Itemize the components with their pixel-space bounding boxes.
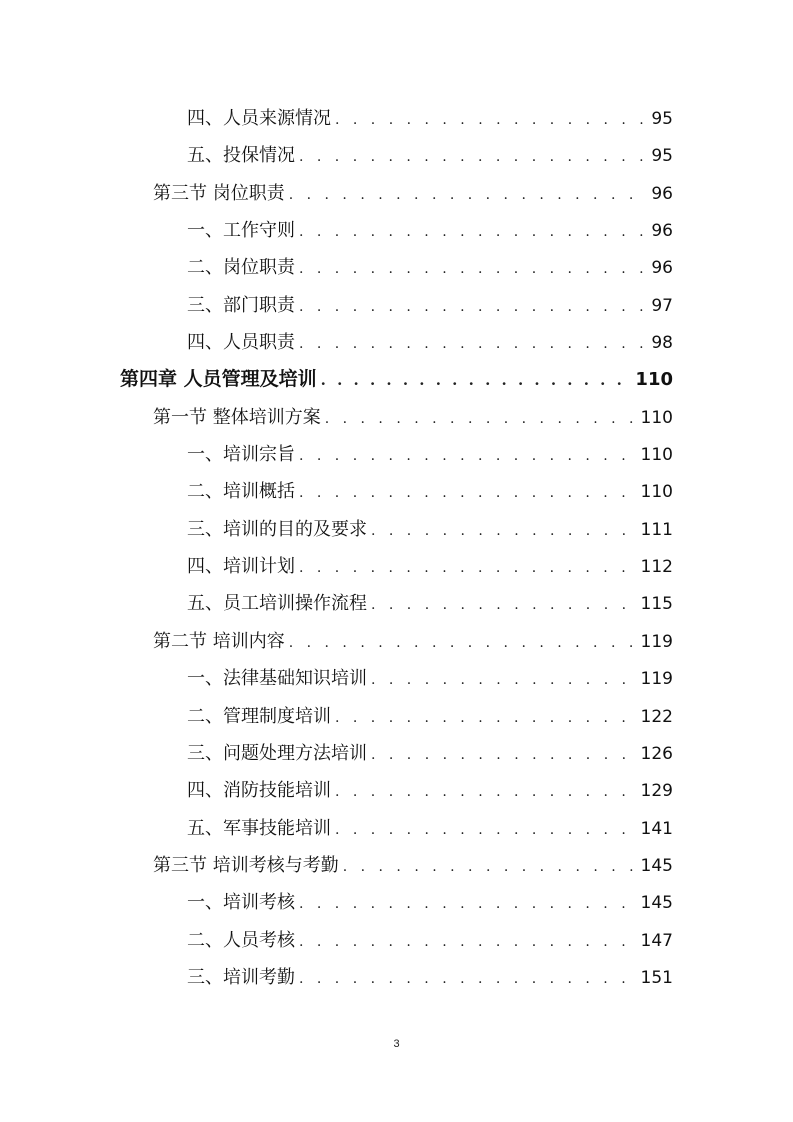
dot-leader: [299, 475, 637, 512]
toc-entry-page: 119: [640, 631, 673, 652]
toc-entry[interactable]: [0, 660, 793, 697]
dot-leader: [335, 774, 637, 811]
toc-entry-page: 110: [640, 407, 673, 428]
toc-entry-page: 129: [640, 781, 673, 802]
toc-entry-title: 第三节 培训考核与考勤: [153, 854, 339, 876]
toc-entry-page: 145: [640, 893, 673, 914]
toc-entry[interactable]: [0, 287, 793, 324]
toc-entry-page: 145: [640, 855, 673, 876]
toc-entry-title: 二、管理制度培训: [187, 705, 331, 727]
toc-entry-page: 141: [640, 818, 673, 839]
dot-leader: [299, 886, 637, 923]
dot-leader: [335, 700, 637, 737]
toc-entry-page: 110: [640, 482, 673, 503]
toc-entry[interactable]: [0, 623, 793, 660]
toc-entry-page: 119: [640, 669, 673, 690]
toc-entry-title: 一、工作守则: [187, 220, 295, 242]
toc-entry-page: 96: [651, 183, 673, 204]
dot-leader: [299, 289, 647, 326]
toc-entry-page: 110: [640, 445, 673, 466]
toc-entry-page: 151: [640, 967, 673, 988]
toc-entry-title: 五、军事技能培训: [187, 817, 331, 839]
toc-entry-page: 126: [640, 743, 673, 764]
toc-entry[interactable]: [0, 585, 793, 622]
toc-entry-title: 一、法律基础知识培训: [187, 668, 367, 690]
dot-leader: [371, 662, 637, 699]
toc-entry-title: 第二节 培训内容: [153, 630, 285, 652]
table-of-contents: [0, 100, 793, 996]
toc-entry[interactable]: [0, 847, 793, 884]
dot-leader: [299, 214, 647, 251]
dot-leader: [321, 362, 632, 399]
dot-leader: [371, 513, 637, 550]
toc-entry-title: 一、培训考核: [187, 892, 295, 914]
dot-leader: [343, 849, 637, 886]
toc-entry[interactable]: [0, 249, 793, 286]
toc-entry[interactable]: [0, 735, 793, 772]
toc-entry-title: 二、人员考核: [187, 929, 295, 951]
toc-entry[interactable]: [0, 810, 793, 847]
toc-entry-title: 二、培训概括: [187, 481, 295, 503]
dot-leader: [299, 251, 647, 288]
toc-entry[interactable]: [0, 922, 793, 959]
toc-entry[interactable]: [0, 212, 793, 249]
toc-entry[interactable]: [0, 884, 793, 921]
dot-leader: [325, 401, 637, 438]
dot-leader: [289, 177, 648, 214]
toc-entry-title: 第三节 岗位职责: [153, 182, 285, 204]
toc-entry[interactable]: [0, 361, 793, 398]
toc-entry-page: 122: [640, 706, 673, 727]
dot-leader: [299, 326, 647, 363]
toc-entry-title: 五、投保情况: [187, 145, 295, 167]
toc-entry-page: 98: [651, 333, 673, 354]
toc-entry-title: 四、人员来源情况: [187, 108, 331, 129]
toc-entry-page: 147: [640, 930, 673, 951]
dot-leader: [299, 438, 637, 475]
toc-entry[interactable]: [0, 436, 793, 473]
toc-entry[interactable]: [0, 137, 793, 174]
toc-entry-page: 111: [640, 519, 673, 540]
dot-leader: [335, 812, 637, 849]
toc-entry[interactable]: [0, 175, 793, 212]
toc-entry[interactable]: [0, 548, 793, 585]
dot-leader: [299, 961, 637, 998]
toc-entry-title: 二、岗位职责: [187, 257, 295, 279]
dot-leader: [299, 924, 637, 961]
toc-entry-page: 112: [640, 557, 673, 578]
toc-entry[interactable]: [0, 772, 793, 809]
toc-entry-title: 三、部门职责: [187, 294, 295, 316]
dot-leader: [371, 737, 637, 774]
toc-entry-page: 115: [640, 594, 673, 615]
toc-entry-title: 四、消防技能培训: [187, 780, 331, 802]
toc-entry-page: 95: [651, 146, 673, 167]
dot-leader: [371, 587, 637, 624]
toc-entry[interactable]: [0, 698, 793, 735]
toc-entry[interactable]: [0, 511, 793, 548]
toc-entry-title: 第一节 整体培训方案: [153, 406, 321, 428]
dot-leader: [335, 102, 647, 139]
toc-entry-page: 96: [651, 258, 673, 279]
toc-entry-title: 三、培训考勤: [187, 966, 295, 988]
toc-entry-title: 第四章 人员管理及培训: [120, 368, 317, 391]
toc-entry-page: 95: [651, 109, 673, 129]
toc-entry-page: 96: [651, 221, 673, 242]
page-number: 3: [393, 1038, 400, 1050]
toc-entry-title: 四、培训计划: [187, 556, 295, 578]
toc-entry-page: 97: [651, 295, 673, 316]
dot-leader: [299, 550, 637, 587]
toc-entry-title: 四、人员职责: [187, 332, 295, 354]
toc-entry-title: 五、员工培训操作流程: [187, 593, 367, 615]
toc-entry[interactable]: [0, 324, 793, 361]
dot-leader: [299, 139, 647, 176]
toc-entry-title: 三、培训的目的及要求: [187, 518, 367, 540]
toc-entry-title: 一、培训宗旨: [187, 444, 295, 466]
toc-entry[interactable]: [0, 100, 793, 137]
toc-entry-title: 三、问题处理方法培训: [187, 742, 367, 764]
dot-leader: [289, 625, 637, 662]
toc-entry[interactable]: [0, 399, 793, 436]
toc-entry[interactable]: [0, 473, 793, 510]
toc-entry[interactable]: [0, 959, 793, 996]
toc-entry-page: 110: [635, 369, 673, 391]
